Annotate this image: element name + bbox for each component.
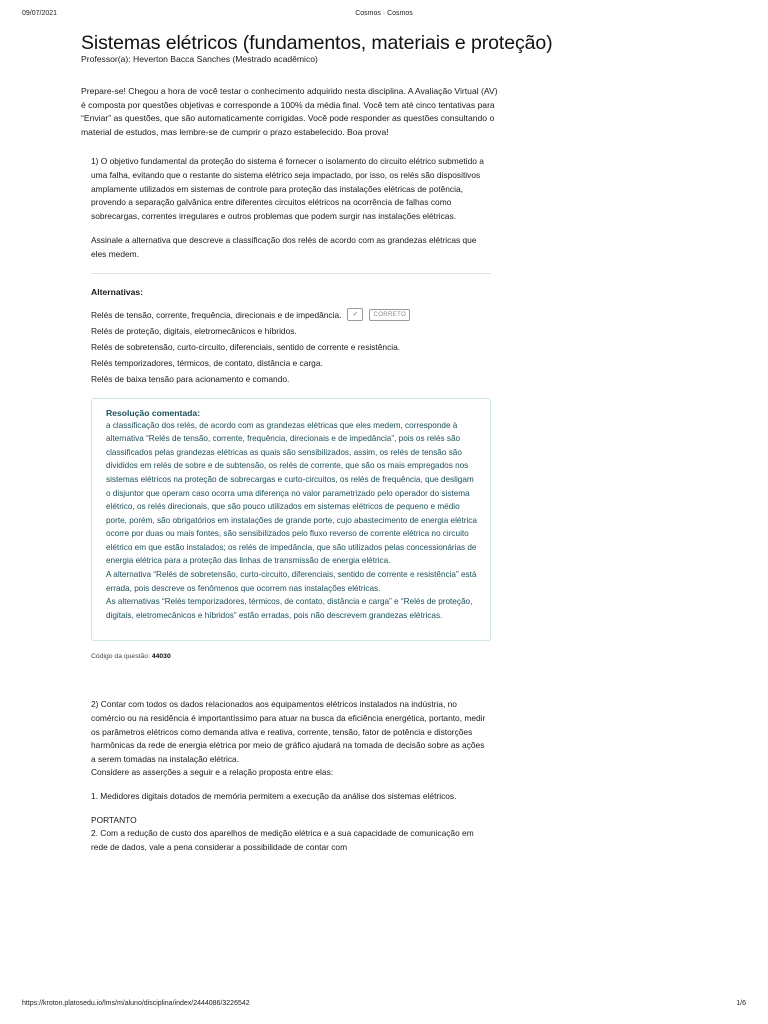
resolution-paragraph: A alternativa “Relés de sobretensão, curto-circuito, diferenciais, sentido de corrente e resistência” está errada, pois descreve os fenômenos que ocorrem nas instalações elétricas. (106, 570, 477, 593)
alternative-label: Relés temporizadores, térmicos, de contato, distância e carga. (91, 358, 323, 369)
resolution-title: Resolução comentada: (106, 407, 201, 418)
alternative-label: Relés de tensão, corrente, frequência, direcionais e de impedância. (91, 309, 342, 320)
question-2 (81, 698, 491, 854)
alternative-label: Relés de proteção, digitais, eletromecânicos e híbridos. (91, 325, 297, 336)
alternative-4[interactable] (91, 355, 491, 371)
divider (91, 273, 491, 274)
print-date: 09/07/2021 (22, 10, 58, 17)
resolution-box (91, 398, 491, 642)
question-1-text: 1) O objetivo fundamental da proteção do sistema é fornecer o isolamento do circuito elétrico submetido a uma falha, evitando que o restante do sistema elétrico seja impactado, por isso, os relés são dispositivos amplamente utilizados em sistemas de controle para proteção das instalações elétricas de potência, provendo a separação galvânica entre diferentes circuitos elétricos na ocorrência de falhas como sobrecargas, correntes irregulares e outros problemas que podem surgir nas instalações elétricas. (91, 156, 484, 221)
question-2-text: 2) Contar com todos os dados relacionados aos equipamentos elétricos instalados na indústria, no comércio ou na residência é importantíssimo para atuar na busca da eficiência energética, portanto, medir os parâmetros elétricos como demanda ativa e reativa, corrente, tensão, fator de potência e distorções harmônicas da rede de energia elétrica por meio de gráfico ajudará na tomada de decisão sobre as ações a serem tomadas na instalação elétrica. (91, 699, 486, 764)
main-content (81, 32, 553, 854)
print-page-number: 1/6 (736, 1000, 746, 1007)
print-header (22, 10, 746, 20)
print-page-title: Cosmos · Cosmos (355, 10, 413, 17)
resolution-paragraph: As alternativas “Relés temporizadores, térmicos, de contato, distância e carga” e “Relés de proteção, digitais, eletromecânicos e híbridos” estão erradas, pois não descrevem grandezas elétricas. (106, 597, 473, 620)
portanto-label: PORTANTO (91, 814, 137, 825)
resolution-paragraph: a classificação dos relés, de acordo com as grandezas elétricas que eles medem, corresponde à alternativa “Relés de tensão, corrente, frequência, direcionais e de impedância”, pois os relés são classificados pelas grandezas elétricas as quais são sensibilizados, assim, os relés de tensão são divididos em relés de sobre e de subtensão, os relés de corrente, que são os mais empregados nos sistemas elétricos na proteção de sobrecargas e curto-circuitos, os relés de frequência, que desligam o disjuntor que operam caso ocorra uma diferença no valor parametrizado pelo operador do sistema elétrico, os relés direcionais, que são pouco utilizados em sistemas elétricos de pequeno e médio porte, porém, são obrigatórios em instalações de grande porte, cujo abastecimento de energia elétrica ocorre por duas ou mais fontes, são sensibilizados pelo fluxo reverso de corrente elétrica no circuito elétrico em que estão instalados; os relés de impedância, que são utilizados pelas concessionárias de energia elétrica para a proteção das linhas de transmissão de energia elétrica. (106, 420, 477, 566)
alternative-5[interactable] (91, 371, 491, 387)
alternatives-list (91, 307, 491, 388)
question-code-label: Código da questão: (91, 653, 150, 661)
question-code-value: 44030 (151, 653, 171, 661)
alternative-3[interactable] (91, 339, 491, 355)
intro-text: Prepare-se! Chegou a hora de você testar o conhecimento adquirido nesta disciplina. A Avaliação Virtual (AV) é composta por questões objetivas e corresponde a 100% da média final. Você tem até cinco tentativas para “Enviar” as questões, que são automaticamente corrigidas. Você pode responder as questões consultando o material de estudos, mas lembre-se de cumprir o prazo estabelecido. Boa prova! (81, 86, 498, 137)
assertion-1: 1. Medidores digitais dotados de memória permitem a execução da análise dos sistemas elétricos. (91, 791, 457, 802)
alternative-label: Relés de sobretensão, curto-circuito, diferenciais, sentido de corrente e resistência. (91, 341, 401, 352)
alternative-label: Relés de baixa tensão para acionamento e comando. (91, 374, 290, 385)
question-code (91, 653, 491, 660)
assertion-2: 2. Com a redução de custo dos aparelhos de medição elétrica e a sua capacidade de comunicação em rede de dados, vale a pena considerar a possibilidade de contar com (91, 828, 474, 852)
alternatives-title: Alternativas: (91, 286, 144, 297)
question-1 (81, 155, 491, 660)
page-title: Sistemas elétricos (fundamentos, materiais e proteção) (81, 32, 553, 54)
alternative-2[interactable] (91, 323, 491, 339)
print-url: https://kroton.platosedu.io/lms/m/aluno/disciplina/index/2444086/3226542 (22, 1000, 250, 1007)
check-icon: ✓ (347, 308, 363, 321)
question-1-prompt: Assinale a alternativa que descreve a classificação dos relés de acordo com as grandezas elétricas que eles medem. (91, 235, 477, 259)
question-2-consider: Considere as asserções a seguir e a relação proposta entre elas: (91, 767, 334, 778)
print-footer (22, 1000, 746, 1010)
professor-line: Professor(a): Heverton Bacca Sanches (Mestrado acadêmico) (81, 54, 318, 64)
correct-badge: CORRETO (369, 309, 410, 321)
alternative-1[interactable] (91, 307, 491, 323)
